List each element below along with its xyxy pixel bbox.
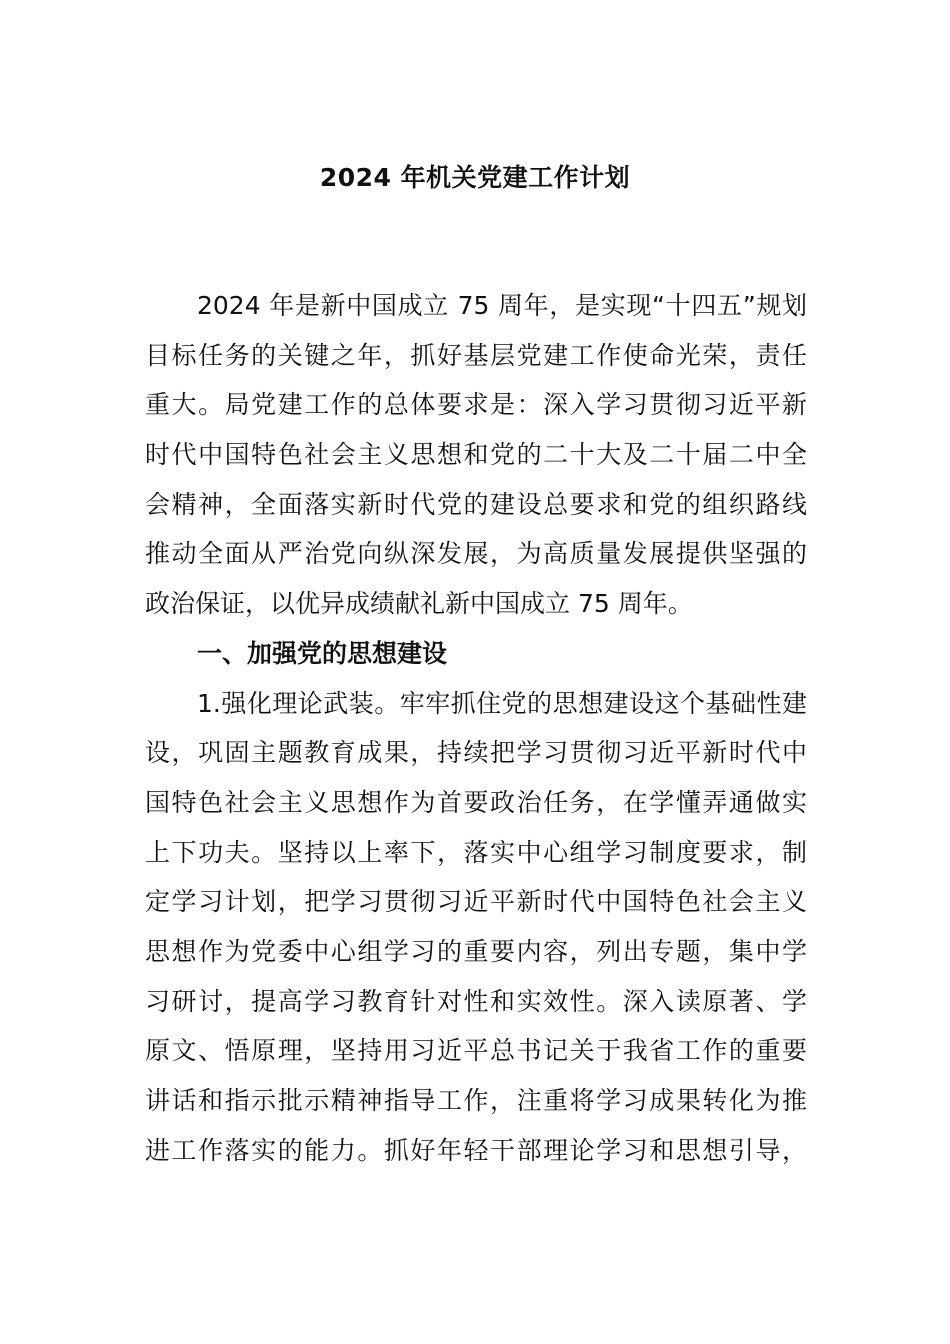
paragraph-2-line-10: 进工作落实的能力。抓好年轻干部理论学习和思想引导， bbox=[145, 1135, 807, 1165]
paragraph-1-line-3: 重大。局党建工作的总体要求是：深入学习贯彻习近平新 bbox=[145, 390, 807, 420]
paragraph-2-line-7: 习研讨，提高学习教育针对性和实效性。深入读原著、学 bbox=[145, 986, 807, 1016]
document-body bbox=[145, 281, 807, 1175]
paragraph-2-line-5: 定学习计划，把学习贯彻习近平新时代中国特色社会主义 bbox=[145, 887, 807, 917]
paragraph-2-line-9: 讲话和指示批示精神指导工作，注重将学习成果转化为推 bbox=[145, 1086, 807, 1115]
paragraph-1-line-1: 2024 年是新中国成立 75 周年，是实现“十四五”规划 bbox=[197, 291, 807, 320]
paragraph-1-line-4: 时代中国特色社会主义思想和党的二十大及二十届二中全 bbox=[145, 440, 807, 470]
paragraph-2-line-8: 原文、悟原理，坚持用习近平总书记关于我省工作的重要 bbox=[145, 1036, 807, 1066]
paragraph-1-line-6: 推动全面从严治党向纵深发展，为高质量发展提供坚强的 bbox=[145, 539, 807, 569]
paragraph-1-line-5: 会精神，全面落实新时代党的建设总要求和党的组织路线 bbox=[145, 489, 807, 519]
paragraph-2-line-3: 国特色社会主义思想作为首要政治任务，在学懂弄通做实 bbox=[145, 787, 807, 817]
document-title: 2024 年机关党建工作计划 bbox=[319, 163, 631, 192]
paragraph-1-line-2: 目标任务的关键之年，抓好基层党建工作使命光荣，责任 bbox=[145, 340, 807, 370]
paragraph-2-line-6: 思想作为党委中心组学习的重要内容，列出专题，集中学 bbox=[145, 936, 807, 966]
paragraph-2-line-4: 上下功夫。坚持以上率下，落实中心组学习制度要求，制 bbox=[145, 837, 807, 867]
paragraph-1-line-7: 政治保证，以优异成绩献礼新中国成立 75 周年。 bbox=[145, 589, 693, 619]
paragraph-2-line-1: 1.强化理论武装。牢牢抓住党的思想建设这个基础性建 bbox=[197, 688, 807, 718]
section-1-heading: 一、加强党的思想建设 bbox=[197, 638, 448, 668]
paragraph-2-line-2: 设，巩固主题教育成果，持续把学习贯彻习近平新时代中 bbox=[145, 738, 807, 768]
